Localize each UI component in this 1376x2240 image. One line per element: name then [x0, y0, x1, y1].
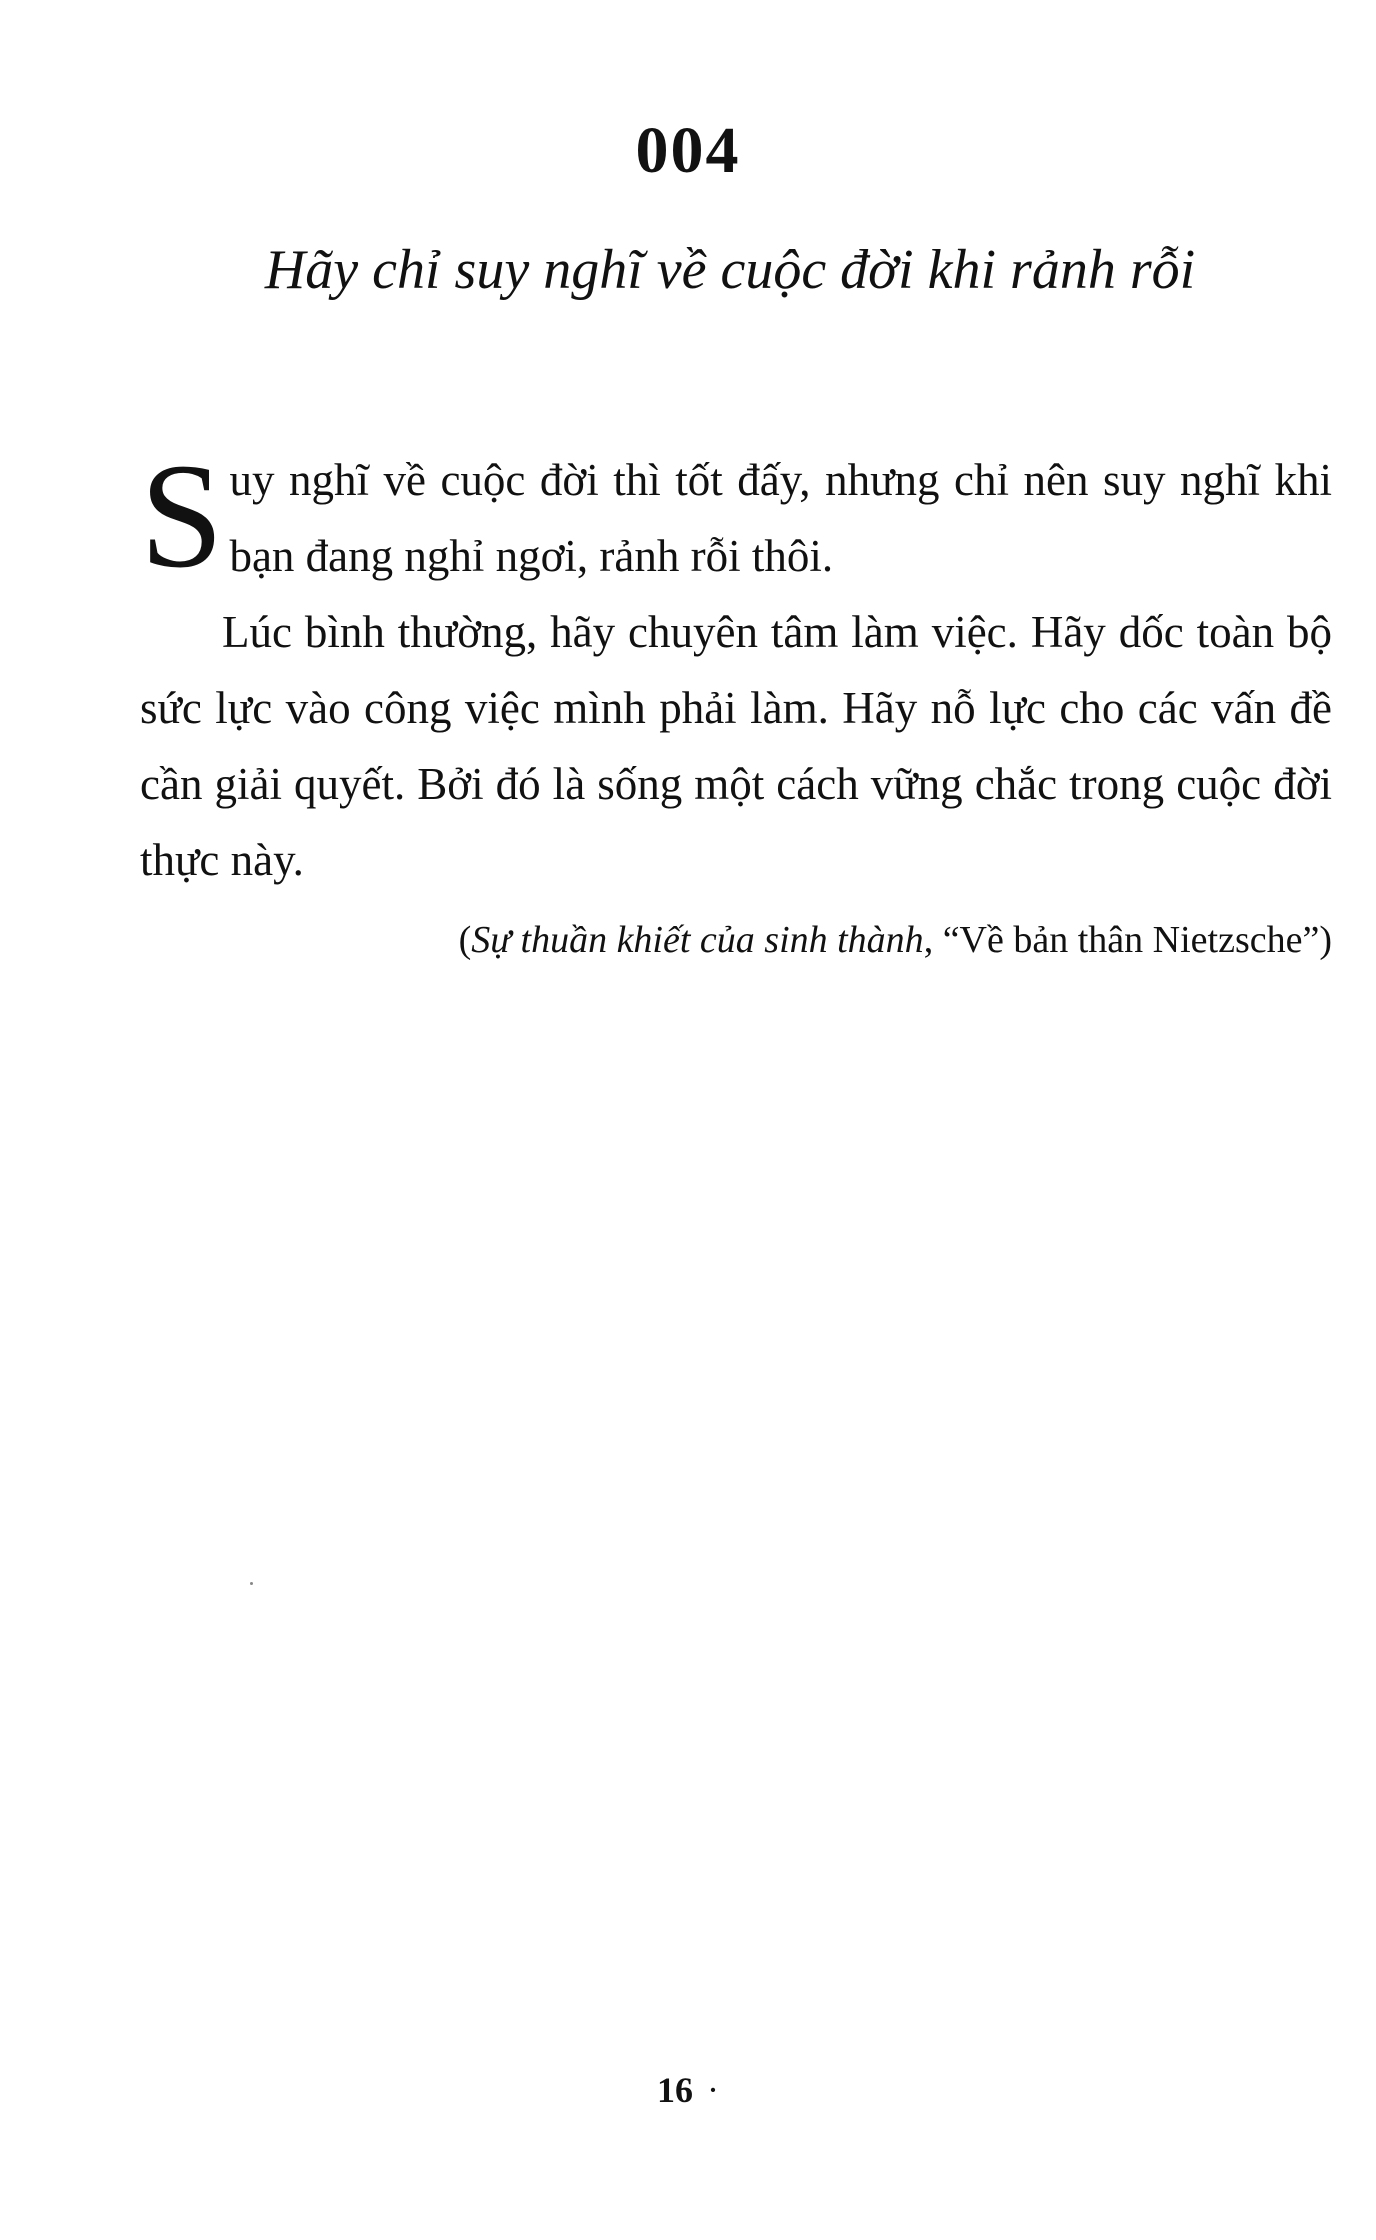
chapter-title: Hãy chỉ suy nghĩ về cuộc đời khi rảnh rỗi — [264, 239, 1196, 301]
paragraph-first — [140, 433, 1332, 599]
citation-separator: , — [923, 919, 943, 961]
citation-close-paren: ) — [1319, 919, 1332, 961]
citation-open-paren: ( — [458, 919, 472, 961]
page-number-marker: · — [707, 2070, 719, 2110]
drop-cap: S — [140, 433, 224, 599]
citation-book-title: Sự thuần khiết của sinh thành — [471, 919, 924, 961]
paragraph-first-text: uy nghĩ về cuộc đời thì tốt đấy, nhưng chỉ nên suy nghĩ khi bạn đang nghỉ ngơi, rảnh rỗi thôi. — [229, 455, 1332, 581]
paragraph-second: Lúc bình thường, hãy chuyên tâm làm việc. Hãy dốc toàn bộ sức lực vào công việc mình phải làm. Hãy nỗ lực cho các vấn đề cần giải quyết. Bởi đó là sống một cách vững chắc trong cuộc đời thực này. — [140, 607, 1332, 885]
citation-section: “Về bản thân Nietzsche” — [942, 919, 1320, 961]
chapter-number: 004 — [635, 114, 741, 187]
citation — [140, 910, 1332, 970]
page-number — [0, 2072, 1376, 2108]
page-number-value: 16 — [657, 2070, 693, 2110]
scan-speck — [250, 1582, 253, 1585]
body-text — [140, 433, 1332, 970]
